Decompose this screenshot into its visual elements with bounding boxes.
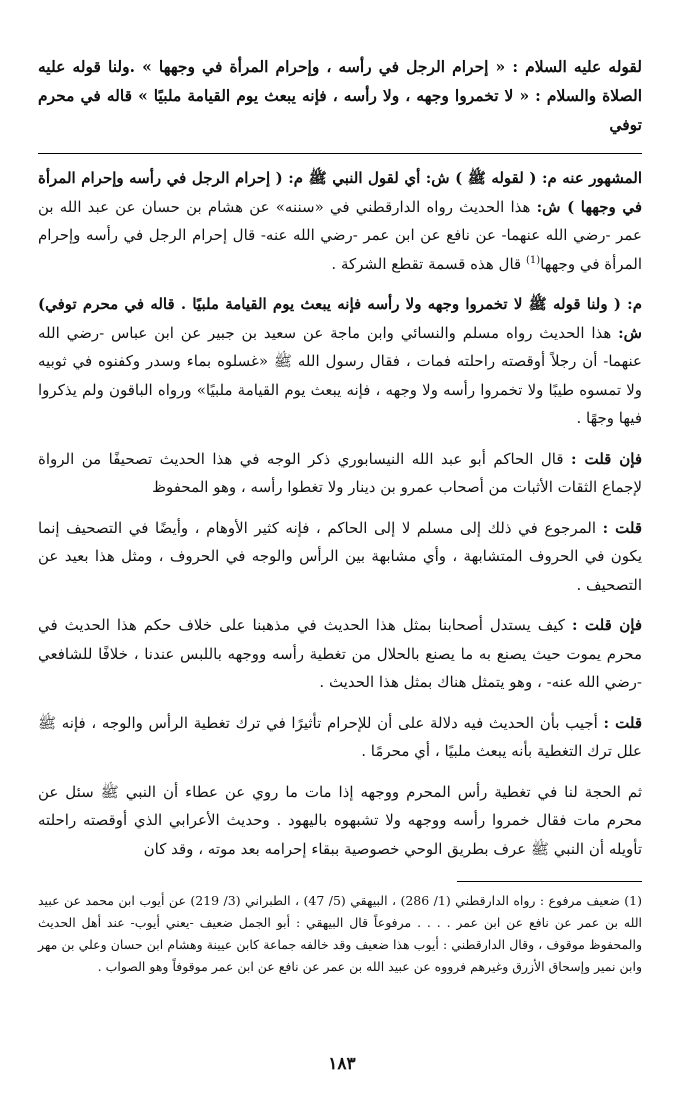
paragraph-text: المرجوع في ذلك إلى مسلم لا إلى الحاكم ، فإنه كثير الأوهام ، وأيضًا في التصحيف إنما يكون في الحروف المتشابهة ، وأي مشابهة بين الرأس والوجه في الحروف ، ومثل هذا بعيد عن التصحيف . — [38, 518, 642, 594]
paragraph-lead: فإن قلت : — [571, 449, 642, 468]
page-body — [38, 52, 642, 978]
paragraph-text: هذا الحديث رواه مسلم والنسائي وابن ماجة عن سعيد بن جبير عن ابن عباس -رضي الله عنهما- أن رجلاً أوقصته راحلته فمات ، فقال رسول الله ﷺ «غسلوه بماء وسدر وكفنوه في ثوبيه ولا تمسوه طيبًا ولا تخمروا رأسه ولا وجهه ، فإنه يبعث يوم القيامة ملبيًا» ورواه الباقون ولم يذكروا فيها وجهًا . — [38, 323, 642, 427]
commentary-paragraph — [38, 290, 642, 433]
top-divider — [38, 153, 642, 154]
commentary-paragraph — [38, 514, 642, 600]
paragraph-lead: قلت : — [602, 518, 642, 537]
paragraph-text: قال الحاكم أبو عبد الله النيسابوري ذكر الوجه في هذا الحديث تصحيفًا من الرواة لإجماع الثقات الأثبات من أصحاب عمرو بن دينار ولا تغطوا رأسه ، وهو المحفوظ — [38, 449, 642, 496]
commentary-paragraph — [38, 164, 642, 278]
commentary-paragraph — [38, 778, 642, 864]
commentary-paragraph — [38, 709, 642, 766]
matn-text: لقوله عليه السلام : « إحرام الرجل في رأسه ، وإحرام المرأة في وجهها » .ولنا قوله عليه الصلاة والسلام : « لا تخمروا وجهه ، ولا رأسه ، فإنه يبعث يوم القيامة ملبيًا » قاله في محرم توفي — [38, 57, 642, 134]
paragraph-text: كيف يستدل أصحابنا بمثل هذا الحديث في مذهبنا على خلاف حكم هذا الحديث في محرم يموت حيث يصنع به ما يصنع بالحلال من تغطية رأسه ووجهه باللبس عندنا ، خلافًا للشافعي -رضي الله عنه- ، وهو يتمثل هناك بمثل هذا الحديث . — [38, 616, 642, 691]
paragraph-lead: المشهور عنه م: ( لقوله ﷺ ) ش: أي لقول النبي ﷺ م: ( إحرام الرجل في رأسه وإحرام المرأة في وجهها ) ش: — [38, 169, 642, 216]
paragraph-lead: فإن قلت : — [571, 616, 642, 634]
footnote-divider — [457, 881, 642, 882]
paragraph-lead: م: ( ولنا قوله ﷺ لا تخمروا وجهه ولا رأسه فإنه يبعث يوم القيامة ملبيًا . قاله في محرم توفي) ش: — [38, 295, 642, 342]
commentary-paragraph — [38, 445, 642, 502]
commentary-paragraph — [38, 611, 642, 697]
paragraph-lead: قلت : — [603, 713, 643, 732]
page-number: ١٨٣ — [328, 1054, 356, 1074]
paragraph-text: أجيب بأن الحديث فيه دلالة على أن للإحرام تأثيرًا في ترك تغطية الرأس والوجه ، فإنه ﷺ علل ترك التغطية بأنه يبعث ملبيًا ، أي محرمًا . — [38, 713, 642, 760]
footnote-marker[interactable]: (1) — [525, 254, 541, 266]
paragraph-text: هذا الحديث رواه الدارقطني في «سننه» عن هشام بن حسان عن عبد الله بن عمر -رضي الله عنهما- عن نافع عن ابن عمر -رضي الله عنه- قال إحرام الرجل في رأسه وإحرام المرأة في وجهها — [38, 197, 642, 273]
paragraph-tail: قال هذه قسمة تقطع الشركة . — [331, 254, 526, 273]
paragraph-text: ثم الحجة لنا في تغطية رأس المحرم ووجهه إذا مات ما روي عن عطاء أن النبي ﷺ سئل عن محرم مات فقال خمروا رأسه ووجهه ولا تشبهوه باليهود . وحديث الأعرابي الذي أوقصته راحلته تأويله أن النبي ﷺ عرف بطريق الوحي خصوصية ببقاء إحرامه بعد موته ، وقد كان — [38, 782, 642, 858]
footnote-text: (1) ضعيف مرفوع : رواه الدارقطني (1/ 286) ، البيهقي (5/ 47) ، الطبراني (3/ 219) عن أيوب ابن محمد عن عبيد الله بن عمر عن نافع عن ابن عمر . . . . مرفوعاً قال البيهقي : أبو الجمل ضعيف -يعني أيوب- عند أهل الحديث والمحفوظ موقوف ، وقال الدارقطني : أيوب هذا ضعيف وقد خالفه جماعة كابن عيينة وهشام ابن حسان وعلي بن مهر وابن نمير وإسحاق الأزرق وغيرهم فرووه عن عبيد الله بن عمر عن نافع عن ابن عمر موقوفاً وهو الصواب . — [38, 893, 642, 974]
